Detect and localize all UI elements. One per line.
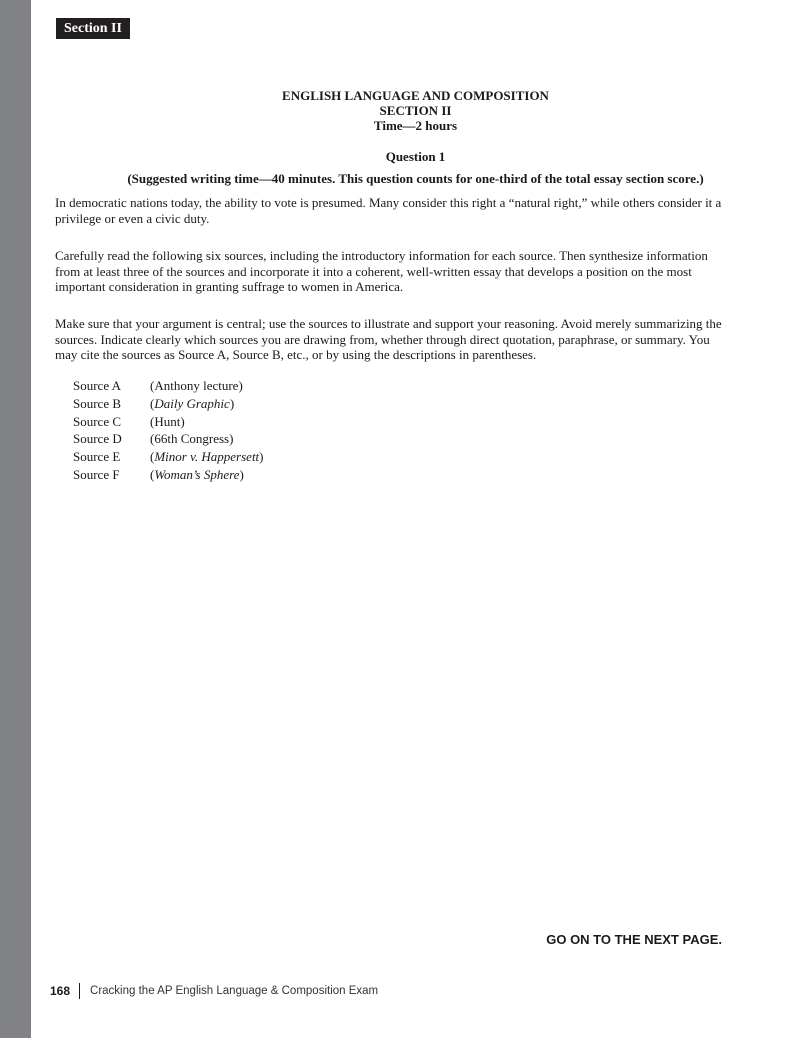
source-item <box>73 413 264 431</box>
source-label: Source C <box>73 413 122 429</box>
book-title: Cracking the AP English Language & Composition Exam <box>90 985 379 997</box>
source-label: Source A <box>73 378 122 393</box>
header-section: SECTION II <box>379 103 452 118</box>
paragraph-guidelines: Make sure that your argument is central; use the sources to illustrate and support your reasoning. Avoid merely summarizing the sources. Indicate clearly which sources you are drawing from, whether through direct quotation, paraphrase, or summary. You may cite the sources as Source A, Source B, etc., or by using the descriptions in parentheses. <box>55 316 722 362</box>
question-title: Question 1 <box>385 149 446 164</box>
source-item <box>73 466 264 484</box>
exam-header <box>31 88 800 133</box>
source-label: Source E <box>73 449 121 465</box>
page-footer <box>50 983 378 999</box>
source-item <box>73 377 264 395</box>
question-note: (Suggested writing time—40 minutes. This question counts for one-third of the total essay section score.) <box>127 171 704 186</box>
paragraph-intro: In democratic nations today, the ability to vote is presumed. Many consider this right a “natural right,” while others consider it a privilege or even a civic duty. <box>55 195 722 226</box>
source-label: Source F <box>73 466 120 482</box>
source-item <box>73 430 264 448</box>
source-description: (Anthony lecture) <box>150 378 243 393</box>
page-number: 168 <box>50 984 71 998</box>
left-margin-bar <box>0 0 31 1038</box>
footer-divider <box>79 983 80 999</box>
paragraph-instructions: Carefully read the following six sources, including the introductory information for each source. Then synthesize information from at least three of the sources and incorporate it into a coherent, well-written essay that develops a position on the most important consideration in granting suffrage to women in America. <box>55 248 708 294</box>
source-description: (Woman’s Sphere) <box>150 466 244 482</box>
source-description: (66th Congress) <box>150 431 234 447</box>
header-title: ENGLISH LANGUAGE AND COMPOSITION <box>282 88 549 103</box>
source-label: Source D <box>73 431 122 447</box>
section-tab: Section II <box>56 18 130 39</box>
source-list <box>73 377 264 484</box>
source-description: (Hunt) <box>150 413 185 429</box>
source-label: Source B <box>73 395 122 411</box>
source-item <box>73 448 264 466</box>
source-item <box>73 395 264 413</box>
go-on-notice: GO ON TO THE NEXT PAGE. <box>546 932 722 947</box>
source-description: (Daily Graphic) <box>150 395 235 411</box>
source-description: (Minor v. Happersett) <box>150 449 264 465</box>
header-time: Time—2 hours <box>373 118 458 133</box>
